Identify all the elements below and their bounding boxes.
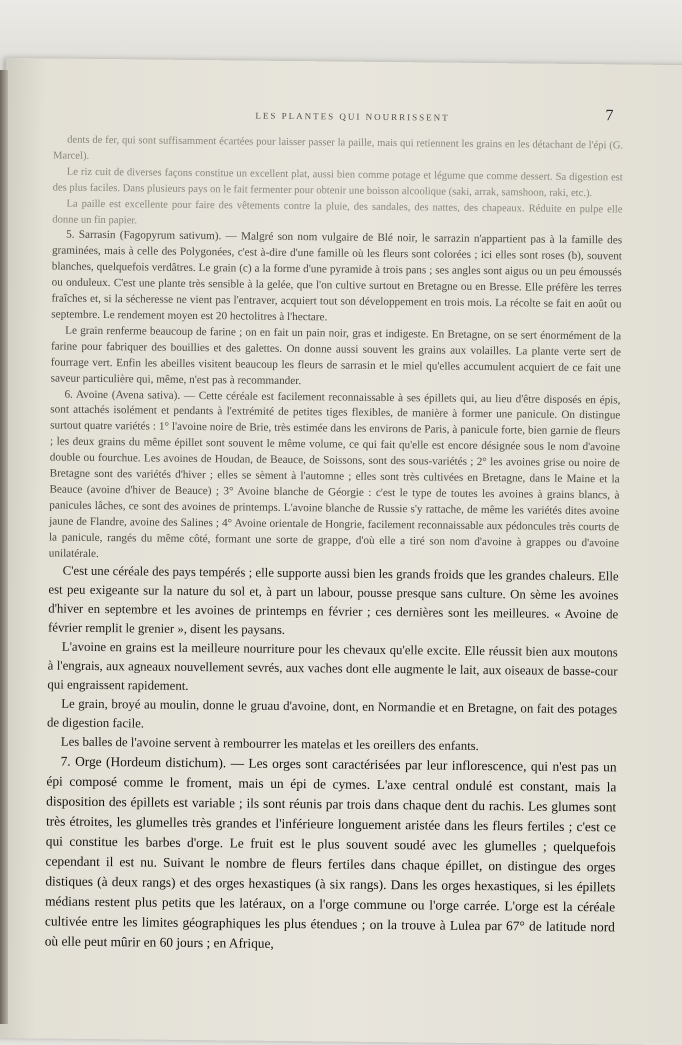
paragraph-avoine: 6. Avoine (Avena sativa). — Cette céréale est facilement reconnaissable à ses épillets qui, au lieu d'être disposés en épis, sont attachés isolément et pendants à l'extrémité de petites tiges flexibles, de manière à former une panicule. On distingue surtout quatre variétés : 1° l'avoine noire de Brie, très estimée dans les environs de Paris, à panicule forte, bien garnie de fleurs ; les deux grains du même épillet sont souvent le même volume, ce qui fait qu'elle est encore désignée sous le nom d'avoine double ou fourchue. Les avoines de Houdan, de Beauce, de Soissons, sont des sous-variétés ; 2° les avoines grise ou noire de Bretagne sont des variétés d'hiver ; elles se sèment à l'automne ; elles sont très cultivées en Bretagne, dans le Maine et la Beauce (avoine d'hiver de Beauce) ; 3° Avoine blanche de Géorgie : c'est le type de toutes les avoines à grains blancs, à panicules lâches, ce sont des avoines de printemps. L'avoine blanche de Russie s'y rattache, de même les variétés dites avoine jaune de Flandre, avoine des Salines ; 4° Avoine orientale de Hongrie, facilement reconnaissable aux pédoncules très courts de la panicule, rangés du même côté, formant une sorte de grappe, d'où elle a tiré son nom d'avoine à grappes ou d'avoine unilatérale. [48, 388, 621, 560]
paragraph: La paille est excellente pour faire des vêtements contre la pluie, des sandales, des nattes, des chapeaux. Réduite en pulpe elle donne un fin papier. [52, 198, 623, 226]
paragraph: Le riz cuit de diverses façons constitue un excellent plat, aussi bien comme potage et légume que comme dessert. Sa digestion est des plus faciles. Dans plusieurs pays on le fait fermenter pour obtenir une boisson alcoolique (saki, arrak, samshoon, raki, etc.). [52, 166, 623, 199]
body-text [45, 132, 624, 957]
paragraph: L'avoine en grains est la meilleure nourriture pour les chevaux qu'elle excite. Elle réussit bien aux moutons à l'engrais, aux agneaux nouvellement sevrés, aux vaches dont elle augmente le lait, aux oiseaux de basse-cour qui engraissent rapidement. [47, 640, 618, 694]
paragraph: Le grain renferme beaucoup de farine ; on en fait un pain noir, gras et indigeste. En Bretagne, on se sert énormément de la farine pour fabriquer des bouillies et des galettes. On donne aussi souvent les grains aux volailles. La plante verte sert de fourrage vert. Enfin les abeilles visitent beaucoup les fleurs de sarrasin et le miel qu'elles accumulent acquiert de ce fait une saveur particulière qui, même, n'est pas à recommander. [50, 324, 622, 387]
running-header: LES PLANTES QUI NOURRISSENT [255, 110, 450, 123]
paragraph: C'est une céréale des pays tempérés ; elle supporte aussi bien les grands froids que les grandes chaleurs. Elle est peu exigeante sur la nature du sol et, à part un labour, pousse presque sans culture. On sème les avoines d'hiver en septembre et les avoines de printemps en février ; ces dernières sont les meilleures. « Avoine de février remplit le grenier », disent les paysans. [47, 564, 619, 638]
paragraph-orge: 7. Orge (Hordeum distichum). — Les orges sont caractérisées par leur inflorescence, qui n'est pas un épi composé comme le froment, mais un épi de cymes. L'axe central ondulé est constant, mais la disposition des épillets est variable ; ils sont réunis par trois dans chaque dent du rachis. Les glumes sont très étroites, les glumelles très grandes et l'inférieure longuement aristée dans les fleurs fertiles ; c'est ce qui constitue les barbes d'orge. Le fruit est le plus souvent soudé avec les glumelles ; quelquefois cependant il est nu. Suivant le nombre de fleurs fertiles dans chaque épillet, on distingue des orges distiques (à deux rangs) et des orges hexastiques (à six rangs). Dans les orges hexastiques, si les épillets médians restent plus petits que les latéraux, on a l'orge commune ou l'orge carrée. L'orge est la céréale cultivée entre les limites géographiques les plus étendues ; on la trouve à Lulea par 67° de latitude nord où elle peut mûrir en 60 jours ; en Afrique, [44, 754, 617, 952]
paragraph: Les balles de l'avoine servent à rembourrer les matelas et les oreillers des enfants. [60, 735, 479, 754]
paragraph: Le grain, broyé au moulin, donne le gruau d'avoine, dont, en Normandie et en Bretagne, on fait des potages de digestion facile. [46, 697, 618, 731]
book-spine [0, 70, 8, 1024]
paragraph-sarrasin: 5. Sarrasin (Fagopyrum sativum). — Malgré son nom vulgaire de Blé noir, le sarrazin n'appartient pas à la famille des graminées, mais à celle des Polygonées, c'est à-dire d'une famille où les fleurs sont colorées ; ici elles sont roses (b), souvent blanches, quelquefois verdâtres. Le grain (c) a la forme d'une pyramide à trois pans ; ses angles sont aigus ou un peu émoussés ou onduleux. C'est une plante très sensible à la gelée, que l'on cultive surtout en Bretagne ou en Bresse. Elle préfère les terres fraîches et, si la sécheresse ne vient pas l'entraver, acquiert tout son développement en trois mois. La récolte se fait en août ou septembre. Le rendement moyen est 20 hectolitres à l'hectare. [51, 229, 623, 324]
book-page [0, 58, 682, 1045]
page-number: 7 [605, 107, 614, 125]
paragraph: dents de fer, qui sont suffisamment écartées pour laisser passer la paille, mais qui retiennent les grains en les détachant de l'épi (G. Marcel). [52, 134, 624, 162]
